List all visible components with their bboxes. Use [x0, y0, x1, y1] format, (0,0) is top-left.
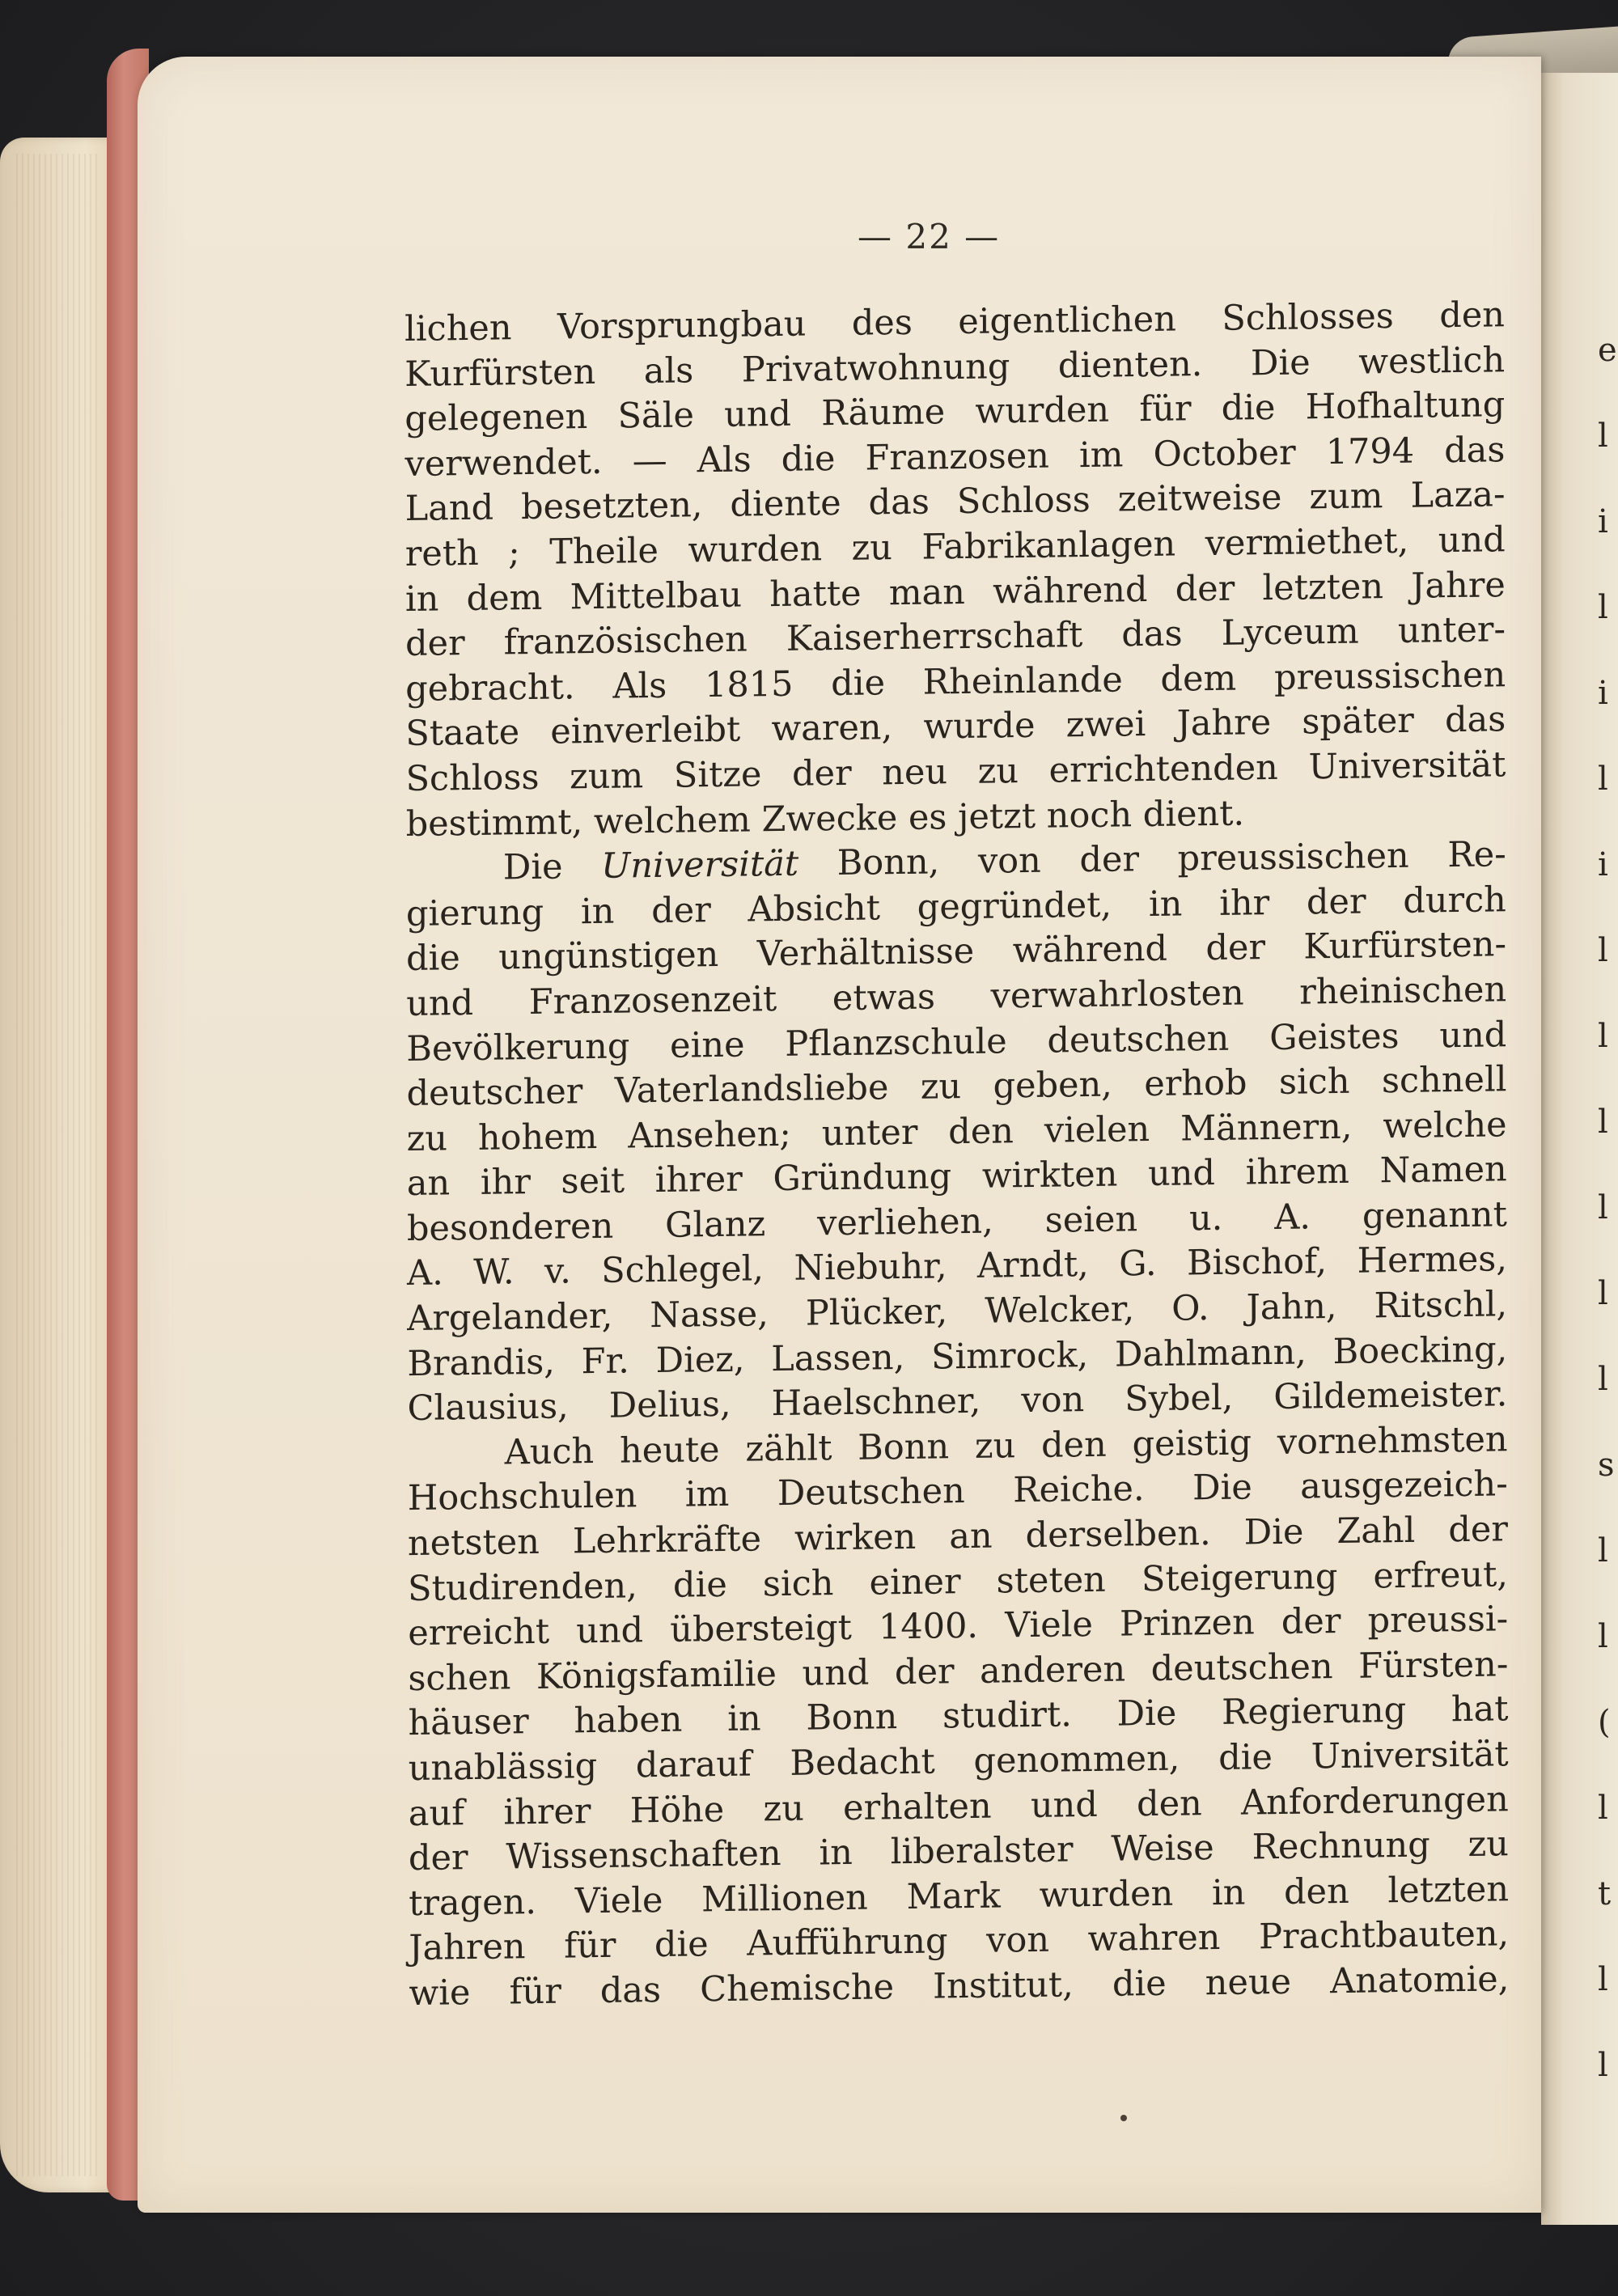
text-line: lichen Vorsprungbau des eigentlichen Schlosses den	[404, 294, 1506, 350]
text-line: Bevölkerung eine Pflanzschule deutschen Geistes und	[406, 1014, 1507, 1070]
adjacent-letter: l	[1598, 1275, 1608, 1312]
text-line: zu hohem Ansehen; unter den vielen Männern, welche	[406, 1104, 1507, 1159]
page-stack-edge	[0, 138, 121, 2192]
adjacent-letter: l	[1598, 417, 1608, 455]
adjacent-letter: l	[1598, 760, 1608, 798]
text-line: erreicht und übersteigt 1400. Viele Prinzen der preussi-	[408, 1599, 1509, 1654]
adjacent-letter: i	[1598, 503, 1608, 540]
text-line: Schloss zum Sitze der neu zu errichtenden Universität	[405, 744, 1506, 799]
adjacent-letter: l	[1598, 1189, 1608, 1226]
adjacent-page-letters	[1598, 307, 1618, 2108]
adjacent-letter: t	[1598, 1875, 1612, 1913]
text-line: Jahren für die Aufführung von wahren Prachtbauten,	[409, 1913, 1510, 1969]
adjacent-letter: l	[1598, 1018, 1608, 1055]
adjacent-letter: l	[1598, 1618, 1608, 1655]
text-line: wie für das Chemische Institut, die neue Anatomie,	[409, 1959, 1510, 2014]
text-line: Studirenden, die sich einer steten Steigerung erfreut,	[408, 1553, 1509, 1609]
text-line: an ihr seit ihrer Gründung wirkten und ihrem Namen	[406, 1149, 1507, 1205]
page-number: — 22 —	[858, 217, 1001, 256]
text-line: netsten Lehrkräfte wirken an derselben. Die Zahl der	[407, 1509, 1508, 1565]
adjacent-letter: l	[1598, 589, 1608, 626]
paper-speck	[1120, 2115, 1127, 2121]
text-line: gebracht. Als 1815 die Rheinlande dem preussischen	[405, 654, 1506, 710]
text-line: Land besetzten, diente das Schloss zeitweise zum Laza-	[404, 474, 1506, 530]
adjacent-letter: l	[1598, 1104, 1608, 1141]
adjacent-letter: (	[1598, 1704, 1611, 1741]
text-line: unablässig darauf Bedacht genommen, die Universität	[408, 1734, 1509, 1790]
text-line: Staate einverleibt waren, wurde zwei Jahre später das	[405, 699, 1506, 755]
adjacent-letter: i	[1598, 675, 1608, 712]
text-line: Clausius, Delius, Haelschner, von Sybel, Gildemeister.	[407, 1374, 1508, 1430]
text-line: Kurfürsten als Privatwohnung dienten. Die westlich	[404, 339, 1506, 395]
adjacent-letter: l	[1598, 2047, 1608, 2084]
adjacent-letter: l	[1598, 932, 1608, 969]
text-line: deutscher Vaterlandsliebe zu geben, erhob sich schnell	[406, 1059, 1507, 1115]
adjacent-letter: l	[1598, 1361, 1608, 1398]
adjacent-letter: e	[1598, 332, 1617, 369]
italic-word: Universität	[601, 843, 799, 887]
adjacent-letter: i	[1598, 846, 1608, 883]
text-line: reth ; Theile wurden zu Fabrikanlagen vermiethet, und	[404, 519, 1506, 574]
text-span: Die	[502, 846, 602, 888]
text-line: der Wissenschaften in liberalster Weise Rechnung zu	[408, 1824, 1509, 1879]
text-line: häuser haben in Bonn studirt. Die Regierung hat	[408, 1688, 1509, 1744]
text-line: gelegenen Säle und Räume wurden für die Hofhaltung	[404, 384, 1506, 440]
text-line: A. W. v. Schlegel, Niebuhr, Arndt, G. Bischof, Hermes,	[407, 1239, 1508, 1294]
text-line: bestimmt, welchem Zwecke es jetzt noch dient.	[405, 792, 1245, 845]
adjacent-letter: l	[1598, 1961, 1608, 1998]
text-line: Argelander, Nasse, Plücker, Welcker, O. Jahn, Ritschl,	[407, 1284, 1508, 1340]
text-line: in dem Mittelbau hatte man während der letzten Jahre	[404, 564, 1506, 620]
adjacent-letter: l	[1598, 1532, 1608, 1569]
text-line: verwendet. — Als die Franzosen im October 1794 das	[404, 429, 1506, 485]
text-line: besonderen Glanz verliehen, seien u. A. genannt	[406, 1194, 1507, 1249]
text-line: schen Königsfamilie und der anderen deutschen Fürsten-	[408, 1644, 1509, 1699]
text-line: der französischen Kaiserherrschaft das Lyceum unter-	[405, 609, 1506, 665]
text-span: Bonn, von der preussischen Re-	[798, 834, 1506, 884]
text-line: die ungünstigen Verhältnisse während der Kurfürsten-	[406, 924, 1507, 980]
text-line: Brandis, Fr. Diez, Lassen, Simrock, Dahlmann, Boecking,	[407, 1328, 1508, 1384]
text-line: Hochschulen im Deutschen Reiche. Die ausgezeich-	[407, 1464, 1508, 1519]
text-line: tragen. Viele Millionen Mark wurden in den letzten	[409, 1869, 1510, 1924]
page-text	[404, 293, 1509, 2016]
text-line: gierung in der Absicht gegründet, in ihr der durch	[405, 879, 1506, 934]
paragraph-first-line: Auch heute zählt Bonn zu den geistig vornehmsten	[504, 1419, 1508, 1473]
text-line: und Franzosenzeit etwas verwahrlosten rheinischen	[406, 969, 1507, 1024]
adjacent-letter: l	[1598, 1790, 1608, 1827]
text-line: auf ihrer Höhe zu erhalten und den Anforderungen	[408, 1778, 1509, 1834]
adjacent-letter: s	[1598, 1447, 1615, 1484]
